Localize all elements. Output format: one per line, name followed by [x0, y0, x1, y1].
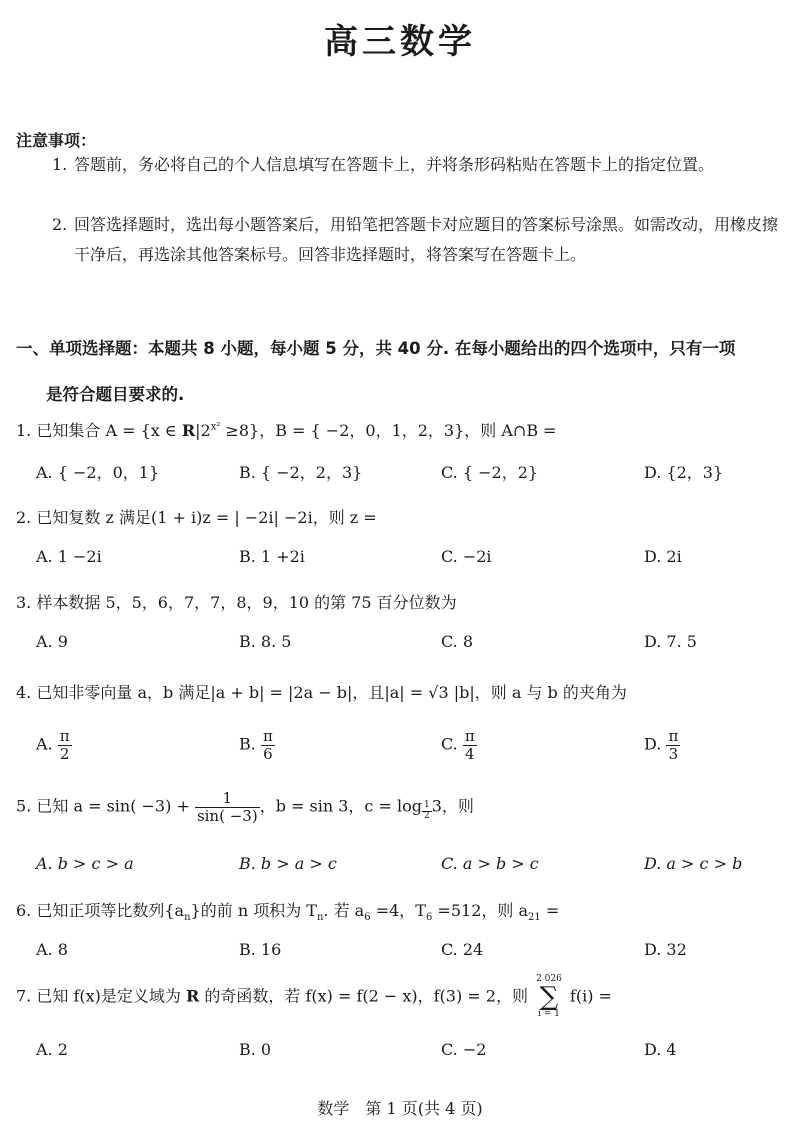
fraction — [195, 790, 260, 824]
option-label: A. — [36, 734, 53, 754]
denominator: 3 — [668, 744, 679, 763]
option-a: A. 1 −2i — [36, 547, 102, 566]
question-stem: = — [540, 901, 560, 920]
question-stem: 已知集合 A = {x ∈ — [36, 421, 182, 440]
question-stem: =512，则 a — [432, 901, 529, 920]
real-set-symbol: R — [185, 986, 200, 1006]
summation-upper-limit: 2 026 — [536, 974, 562, 984]
option-b: B. { −2，2，3} — [239, 463, 363, 482]
fraction — [261, 728, 275, 762]
numerator: π — [59, 727, 70, 745]
subscript: 6 — [364, 912, 371, 924]
option-b: B. b > a > c — [239, 854, 337, 873]
question-6 — [16, 898, 786, 923]
question-stem: 的奇函数，若 f(x) = f(2 − x)，f(3) = 2，则 — [199, 986, 534, 1006]
question-number: 3. — [16, 593, 32, 612]
question-number: 6. — [16, 901, 32, 920]
question-stem: 样本数据 5，5，6，7，7，8，9，10 的第 75 百分位数为 — [36, 593, 457, 612]
question-stem: 已知 f(x)是定义域为 — [36, 986, 186, 1006]
option-label: B. — [239, 734, 256, 754]
option-c: C. −2 — [441, 1040, 487, 1059]
question-5 — [16, 790, 786, 824]
option-b — [239, 728, 275, 762]
notice-heading: 注意事项： — [16, 131, 97, 150]
option-a: A. b > c > a — [36, 854, 134, 873]
option-c: C. 8 — [441, 632, 474, 651]
page-title: 高三数学 — [324, 22, 476, 62]
options-row — [36, 547, 796, 573]
question-stem: f(i) = — [564, 986, 612, 1006]
fraction — [666, 728, 680, 762]
option-d: D. 7. 5 — [644, 632, 697, 651]
section-heading-line2: 是符合题目要求的. — [46, 385, 185, 404]
option-label: C. — [441, 734, 458, 754]
denominator: 2 — [423, 810, 430, 821]
options-row — [36, 940, 796, 966]
question-stem: ≥8}，B = { −2，0，1，2，3}，则 A∩B = — [220, 421, 557, 440]
option-d: D. 4 — [644, 1040, 677, 1059]
option-c: C. a > b > c — [441, 854, 539, 873]
question-stem: . 若 a — [323, 901, 365, 920]
question-number: 1. — [16, 421, 32, 440]
question-3 — [16, 590, 786, 613]
option-b: B. 1 +2i — [239, 547, 305, 566]
subscript: n — [184, 912, 191, 924]
option-c: C. −2i — [441, 547, 492, 566]
page-footer: 数学 第 1 页(共 4 页) — [317, 1099, 483, 1118]
question-stem: 已知正项等比数列{a — [36, 901, 185, 920]
options-row — [36, 854, 796, 880]
options-row — [36, 1040, 796, 1066]
option-a: A. 8 — [36, 940, 68, 959]
section-heading-line1: 一、单项选择题：本题共 8 小题，每小题 5 分，共 40 分. 在每小题给出的四个选项中，只有一项 — [16, 339, 736, 358]
subscript: 21 — [528, 912, 541, 924]
question-4 — [16, 680, 786, 703]
question-number: 5. — [16, 796, 32, 816]
option-label: D. — [644, 734, 662, 754]
option-a: A. { −2，0，1} — [36, 463, 160, 482]
question-7 — [16, 975, 786, 1019]
option-a: A. 2 — [36, 1040, 68, 1059]
notice-item-text: 回答选择题时，选出每小题答案后，用铅笔把答题卡对应题目的答案标号涂黑。如需改动，用橡皮擦干净后，再选涂其他答案标号。回答非选择题时，将答案写在答题卡上。 — [74, 215, 779, 264]
denominator: 6 — [263, 744, 273, 763]
question-number: 7. — [16, 986, 32, 1006]
subscript: 6 — [425, 912, 433, 924]
question-stem: }的前 n 项积为 T — [190, 901, 317, 920]
question-stem: ，b = sin 3，c = log — [259, 796, 422, 816]
question-stem: 已知 a = sin( −3) + — [36, 796, 195, 816]
options-row — [36, 728, 796, 768]
log-base-fraction — [422, 801, 432, 822]
notice-item — [52, 150, 782, 180]
question-number: 4. — [16, 683, 32, 702]
option-c: C. 24 — [441, 940, 484, 959]
numerator: 1 — [195, 790, 260, 808]
numerator: π — [668, 727, 679, 745]
question-stem: 3，则 — [431, 796, 474, 816]
exponent: x² — [210, 421, 221, 433]
question-stem: 已知复数 z 满足(1 + i)z = | −2i| −2i，则 z = — [36, 508, 377, 527]
sigma-symbol: ∑ — [539, 982, 559, 1012]
subscript: n — [316, 912, 324, 924]
question-number: 2. — [16, 508, 32, 527]
option-b: B. 8. 5 — [239, 632, 292, 651]
notice-item-number: 1. — [52, 155, 68, 174]
question-stem: 已知非零向量 a，b 满足|a + b| = |2a − b|，且|a| = √3 |b|，则 a 与 b 的夹角为 — [36, 683, 627, 702]
section-heading — [16, 326, 786, 418]
option-a — [36, 728, 72, 762]
numerator: π — [464, 727, 475, 745]
option-a: A. 9 — [36, 632, 68, 651]
options-row — [36, 460, 796, 486]
real-set-symbol: R — [181, 421, 196, 440]
question-stem: =4，T — [370, 901, 426, 920]
notice-item — [52, 210, 782, 270]
option-d — [644, 728, 680, 762]
denominator: 4 — [465, 744, 475, 763]
option-b: B. 16 — [239, 940, 282, 959]
question-1 — [16, 418, 786, 441]
question-stem: |2 — [195, 421, 211, 440]
denominator: 2 — [59, 744, 70, 763]
question-2 — [16, 505, 786, 528]
option-d: D. a > c > b — [644, 854, 743, 873]
fraction — [58, 728, 72, 762]
option-b: B. 0 — [239, 1040, 272, 1059]
option-d: D. {2，3} — [644, 463, 724, 482]
summation-lower-limit: i = 1 — [538, 1009, 560, 1019]
denominator: sin( −3) — [196, 806, 258, 825]
fraction — [463, 728, 477, 762]
notice-item-number: 2. — [52, 215, 68, 234]
options-row — [36, 632, 796, 658]
notice-item-text: 答题前，务必将自己的个人信息填写在答题卡上，并将条形码粘贴在答题卡上的指定位置。 — [74, 155, 715, 174]
numerator: 1 — [423, 799, 430, 810]
numerator: π — [262, 727, 273, 745]
option-d: D. 32 — [644, 940, 687, 959]
option-c: C. { −2，2} — [441, 463, 539, 482]
option-d: D. 2i — [644, 547, 682, 566]
option-c — [441, 728, 477, 762]
summation — [536, 975, 562, 1019]
